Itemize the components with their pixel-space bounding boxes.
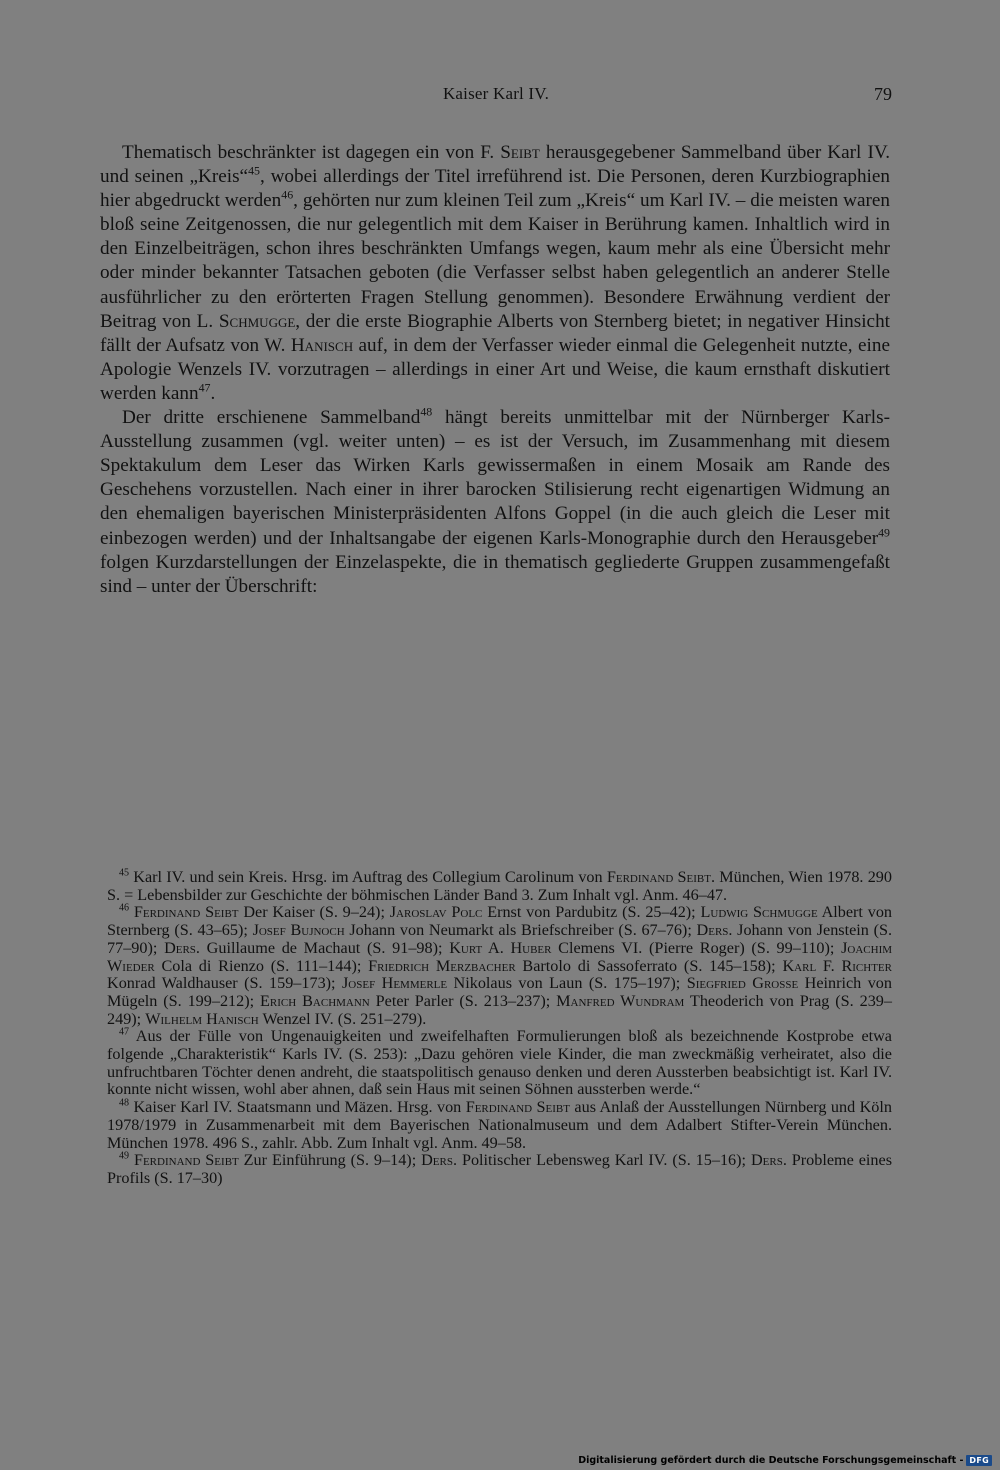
footnote-number: 46 [119, 903, 130, 915]
footnote-number: 49 [119, 1150, 130, 1162]
running-title: Kaiser Karl IV. [442, 84, 550, 103]
footnote-ref[interactable]: 47 [198, 380, 211, 395]
paragraph-2: Der dritte erschienene Sammelband$^{48}$ hängt bereits unmittelbar mit der Nürnberger Karls-Ausstellung zusammen (vgl. weiter unten) – es ist der Versuch, im Zusammenhang mit diesem Spektakulum dem Leser das Wirken Karls gewissermaßen in einem Mosaik am Rande des Geschehens vorzustellen. Nach einer in ihrer barocken Stilisierung recht eigenartigen Widmung an den ehemaligen bayerischen Ministerpräsidenten Alfons Goppel (in die auch gleich die Leser mit einbezogen werden) und der Inhaltsangabe der eigenen Karls-Monographie durch den Herausgeber$^{49}$ folgen Kurzdarstellungen der Einzelaspekte, die in thematisch gegliederte Gruppen zusammengefaßt sind – unter der Überschrift: [100, 404, 890, 597]
page-header [100, 84, 892, 110]
dfg-logo-icon: DFG [966, 1455, 992, 1466]
page-number: 79 [874, 84, 892, 104]
footnote-number: 45 [119, 867, 130, 879]
paragraph-1: Thematisch beschränkter ist dagegen ein von F. Seibt herausgegebener Sammelband über Karl IV. und seinen „Kreis“$^{45}$, wobei allerdings der Titel irreführend ist. Die Personen, deren Kurzbiographien hier abgedruckt werden$^{46}$, gehörten nur zum kleinen Teil zum „Kreis“ um Karl IV. – die meisten waren bloß seine Zeitgenossen, die nur gelegentlich mit dem Kaiser in Berührung kamen. Inhaltlich wird in den Einzelbeiträgen, schon ihres beschränkten Umfangs wegen, kaum mehr als eine Übersicht mehr oder minder bekannter Tatsachen geboten (die Verfasser selbst haben gelegentlich an anderer Stelle ausführlicher zu den erörterten Fragen Stellung genommen). Besondere Erwähnung verdient der Beitrag von L. Schmugge, der die erste Biographie Alberts von Sternberg bietet; in negativer Hinsicht fällt der Aufsatz von W. Hanisch auf, in dem der Verfasser wieder einmal die Gelegenheit nutzte, eine Apologie Wenzels IV. vorzutragen – allerdings in einer Art und Weise, die kaum ernsthaft diskutiert werden kann$^{47}$. [100, 142, 891, 404]
body-text [100, 141, 890, 599]
footnote-ref[interactable]: 45 [248, 163, 260, 178]
footnote-number: 48 [119, 1097, 130, 1109]
footnote-47: $^{47}$ Aus der Fülle von Ungenauigkeiten und zweifelhaften Formulierungen bloß als bezeichnende Kostprobe etwa folgende „Charakteristik“ Karls IV. (S. 253): „Dazu gehören viele Kinder, die man zweckmäßig verheiratet, also die unfruchtbaren Töchter denen andreht, die staatspolitisch genauso denken und deren Aussterben beabsichtigt ist. Karl IV. konnte nicht wissen, wohl aber ahnen, daß sein Haus mit seinen Söhnen aussterben werde.“ [107, 1026, 892, 1099]
footnote-number: 47 [119, 1026, 130, 1038]
footnote-45: $^{45}$ Karl IV. und sein Kreis. Hrsg. im Auftrag des Collegium Carolinum von Ferdinand Seibt. München, Wien 1978. 290 S. = Lebensbilder zur Geschichte der böhmischen Länder Band 3. Zum Inhalt vgl. Anm. 46–47. [107, 867, 892, 904]
footnote-ref[interactable]: 46 [281, 187, 294, 202]
footnote-48: $^{48}$ Kaiser Karl IV. Staatsmann und Mäzen. Hrsg. von Ferdinand Seibt aus Anlaß der Ausstellungen Nürnberg und Köln 1978/1979 in Zusammenarbeit mit dem Bayerischen Nationalmuseum und dem Adalbert Stifter-Verein München. München 1978. 496 S., zahlr. Abb. Zum Inhalt vgl. Anm. 49–58. [107, 1097, 892, 1152]
footnotes [107, 869, 892, 1188]
author-name: Hanisch [290, 334, 354, 356]
footnote-ref[interactable]: 48 [420, 404, 433, 419]
author-name: Schmugge [218, 310, 296, 332]
footnote-46: $^{46}$ Ferdinand Seibt Der Kaiser (S. 9–24); Jaroslav Polc Ernst von Pardubitz (S. 25–42); Ludwig Schmugge Albert von Sternberg (S. 43–65); Josef Bujnoch Johann von Neumarkt als Briefschreiber (S. 67–76); Ders. Johann von Jenstein (S. 77–90); Ders. Guillaume de Machaut (S. 91–98); Kurt A. Huber Clemens VI. (Pierre Roger) (S. 99–110); Joachim Wieder Cola di Rienzo (S. 111–144); Friedrich Merzbacher Bartolo di Sassoferrato (S. 145–158); Karl F. Richter Konrad Waldhauser (S. 159–173); Josef Hemmerle Nikolaus von Laun (S. 175–197); Siegfried Grosse Heinrich von Mügeln (S. 199–212); Erich Bachmann Peter Parler (S. 213–237); Manfred Wundram Theoderich von Prag (S. 239–249); Wilhelm Hanisch Wenzel IV. (S. 251–279). [107, 903, 893, 1028]
footnote-ref[interactable]: 49 [878, 525, 890, 540]
footnote-49: $^{49}$ Ferdinand Seibt Zur Einführung (S. 9–14); Ders. Politischer Lebensweg Karl IV. (S. 15–16); Ders. Probleme eines Profils (S. 17–30) [107, 1150, 892, 1187]
author-name: Seibt [500, 142, 540, 163]
funding-note: Digitalisierung gefördert durch die Deutsche Forschungsgemeinschaft - [578, 1454, 964, 1466]
funding-footer [578, 1453, 992, 1467]
